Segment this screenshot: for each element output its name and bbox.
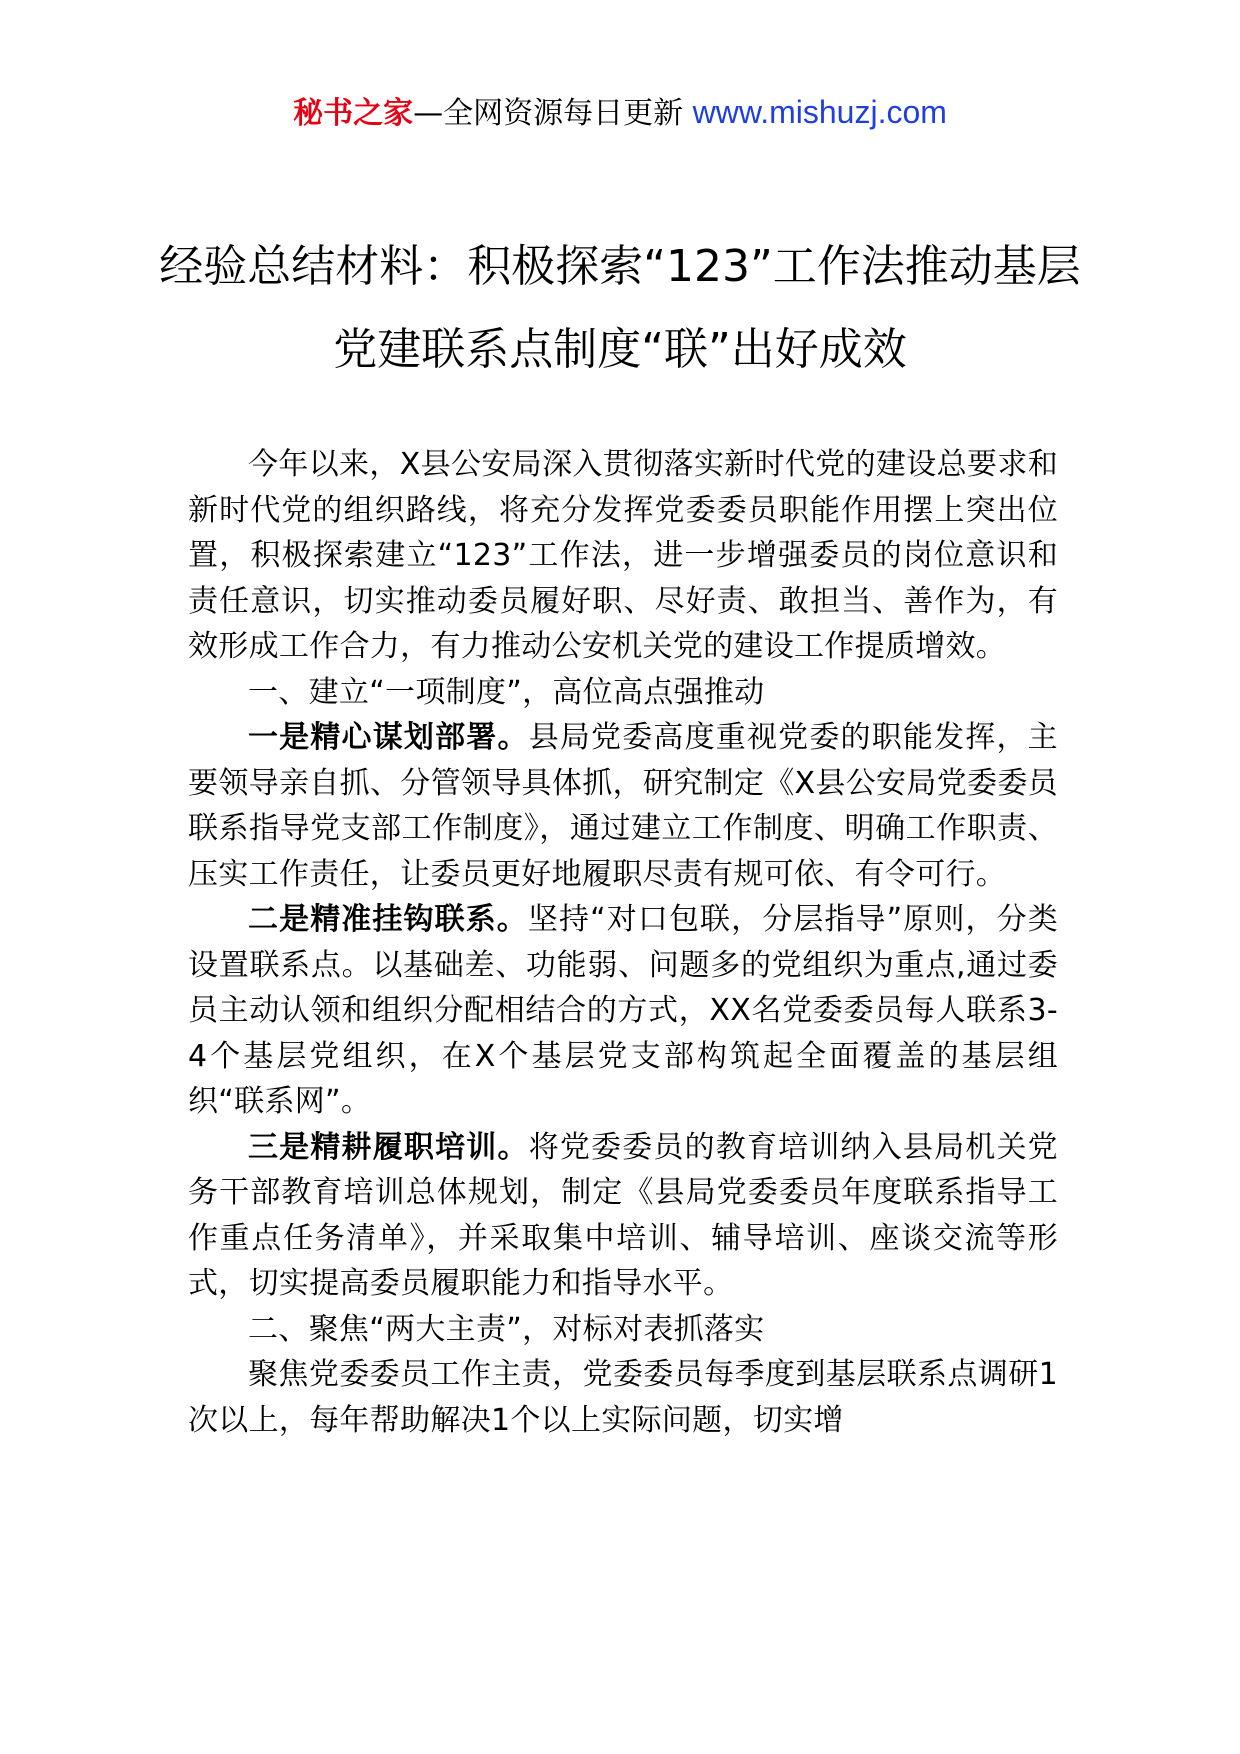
site-tagline: —全网资源每日更新 [413,96,693,131]
site-header [0,92,1240,134]
section2-paragraph: 聚焦党委委员工作主责，党委委员每季度到基层联系点调研1次以上，每年帮助解决1个以上实际问题，切实增 [188,1357,1058,1438]
site-url-link[interactable]: www.mishuzj.com [692,94,947,130]
item-lead-3: 三是精耕履职培训。 [248,1129,529,1165]
section-heading-1: 一、建立“一项制度”，高位高点强推动 [248,674,765,710]
item-text-1: 县局党委高度重视党委的职能发挥，主要领导亲自抓、分管领导具体抓，研究制定《X县公安局党委委员联系指导党支部工作制度》，通过建立工作制度、明确工作职责、压实工作责任，让委员更好地履职尽责有规可依、有令可行。 [188,720,1058,892]
item-lead-1: 一是精心谋划部署。 [248,720,529,755]
item-paragraph-2 [188,897,1058,1125]
intro-paragraph: 今年以来，X县公安局深入贯彻落实新时代党的建设总要求和新时代党的组织路线，将充分发挥党委委员职能作用摆上突出位置，积极探索建立“123”工作法，进一步增强委员的岗位意识和责任意识，切实推动委员履好职、尽好责、敢担当、善作为，有效形成工作合力，有力推动公安机关党的建设工作提质增效。 [188,447,1058,664]
item-paragraph-3 [188,1125,1058,1307]
item-paragraph-1 [188,715,1058,897]
document-body [188,442,1058,1443]
item-text-3: 将党委委员的教育培训纳入县局机关党务干部教育培训总体规划，制定《县局党委委员年度联系指导工作重点任务清单》，并采取集中培训、辅导培训、座谈交流等形式，切实提高委员履职能力和指导水平。 [188,1129,1058,1301]
section-heading-2: 二、聚焦“两大主责”，对标对表抓落实 [248,1311,765,1347]
item-lead-2: 二是精准挂钩联系。 [248,902,528,937]
site-brand: 秘书之家 [293,96,414,131]
item-text-2: 坚持“对口包联，分层指导”原则，分类设置联系点。以基础差、功能弱、问题多的党组织为重点,通过委员主动认领和组织分配相结合的方式，XX名党委委员每人联系3-4个基层党组织，在X个基层党支部构筑起全面覆盖的基层组织“联系网”。 [188,902,1058,1119]
document-title: 经验总结材料：积极探索“123”工作法推动基层党建联系点制度“联”出好成效 [159,241,1081,375]
